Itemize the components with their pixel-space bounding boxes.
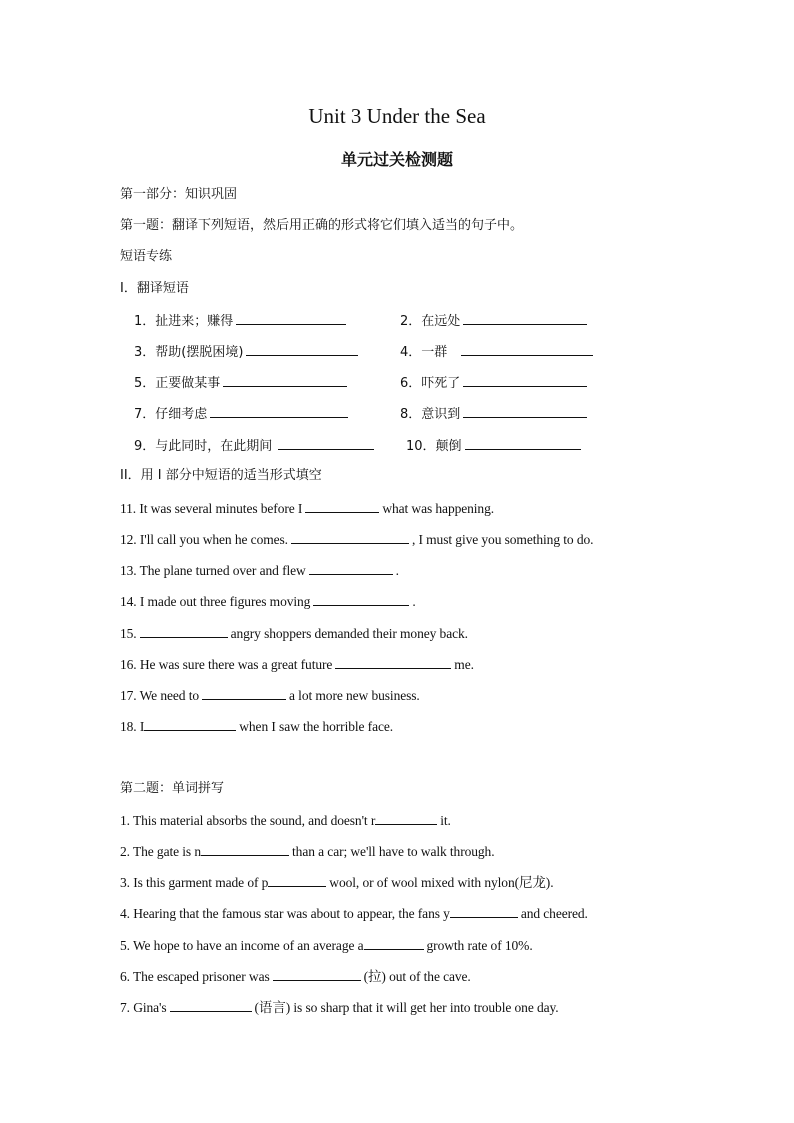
answer-blank[interactable] bbox=[278, 436, 374, 450]
answer-blank[interactable] bbox=[236, 311, 346, 325]
question-two-title: 第二题：单词拼写 bbox=[120, 781, 225, 796]
answer-blank[interactable] bbox=[291, 530, 409, 544]
phrase-item: 3．帮助(摆脱困境) bbox=[134, 342, 361, 362]
answer-blank[interactable] bbox=[273, 967, 361, 981]
question-one-instruction: 第一题：翻译下列短语，然后用正确的形式将它们填入适当的句子中。 bbox=[120, 218, 524, 233]
section-one-title: I．翻译短语 bbox=[120, 281, 189, 296]
spelling-item-5: 5. We hope to have an income of an average a growth rate of 10%. bbox=[120, 938, 533, 953]
answer-blank[interactable] bbox=[463, 404, 587, 418]
fill-sentence-18: 18. I when I saw the horrible face. bbox=[120, 719, 394, 734]
answer-blank[interactable] bbox=[144, 717, 236, 731]
answer-blank[interactable] bbox=[465, 436, 581, 450]
answer-blank[interactable] bbox=[201, 842, 289, 856]
fill-sentence-12: 12. I'll call you when he comes. , I must give you something to do. bbox=[120, 532, 594, 547]
spelling-item-6: 6. The escaped prisoner was (拉) out of the cave. bbox=[120, 969, 471, 984]
phrase-item: 8．意识到 bbox=[400, 404, 590, 424]
spelling-item-4: 4. Hearing that the famous star was about to appear, the fans y and cheered. bbox=[120, 906, 588, 921]
answer-blank[interactable] bbox=[268, 873, 326, 887]
answer-blank[interactable] bbox=[463, 373, 587, 387]
phrase-item: 1．扯进来；赚得 bbox=[134, 311, 349, 331]
spelling-item-1: 1. This material absorbs the sound, and doesn't r it. bbox=[120, 813, 451, 828]
fill-sentence-14: 14. I made out three figures moving . bbox=[120, 594, 416, 609]
answer-blank[interactable] bbox=[223, 373, 347, 387]
answer-blank[interactable] bbox=[463, 311, 587, 325]
spelling-item-3: 3. Is this garment made of p wool, or of wool mixed with nylon(尼龙). bbox=[120, 875, 554, 890]
answer-blank[interactable] bbox=[461, 342, 593, 356]
answer-blank[interactable] bbox=[364, 936, 424, 950]
fill-sentence-11: 11. It was several minutes before I what was happening. bbox=[120, 501, 495, 516]
drill-title: 短语专练 bbox=[120, 249, 173, 264]
section-two-title: II．用 I 部分中短语的适当形式填空 bbox=[120, 468, 322, 483]
spelling-item-7: 7. Gina's (语言) is so sharp that it will get her into trouble one day. bbox=[120, 1000, 559, 1015]
answer-blank[interactable] bbox=[210, 404, 348, 418]
answer-blank[interactable] bbox=[170, 998, 252, 1012]
answer-blank[interactable] bbox=[140, 624, 228, 638]
phrase-item: 2．在远处 bbox=[400, 311, 590, 331]
answer-blank[interactable] bbox=[313, 592, 409, 606]
spelling-item-2: 2. The gate is n than a car; we'll have to walk through. bbox=[120, 844, 495, 859]
answer-blank[interactable] bbox=[335, 655, 451, 669]
phrase-item: 5．正要做某事 bbox=[134, 373, 350, 393]
phrase-item: 7．仔细考虑 bbox=[134, 404, 351, 424]
answer-blank[interactable] bbox=[450, 904, 518, 918]
fill-sentence-17: 17. We need to a lot more new business. bbox=[120, 688, 420, 703]
answer-blank[interactable] bbox=[246, 342, 358, 356]
answer-blank[interactable] bbox=[375, 811, 437, 825]
page-subtitle: 单元过关检测题 bbox=[340, 150, 453, 169]
answer-blank[interactable] bbox=[305, 499, 379, 513]
answer-blank[interactable] bbox=[202, 686, 286, 700]
answer-blank[interactable] bbox=[309, 561, 393, 575]
part-one-heading: 第一部分：知识巩固 bbox=[120, 187, 238, 202]
phrase-item: 4．一群 bbox=[400, 342, 596, 362]
fill-sentence-13: 13. The plane turned over and flew . bbox=[120, 563, 399, 578]
fill-sentence-15: 15. angry shoppers demanded their money back. bbox=[120, 626, 468, 641]
page-title: Unit 3 Under the Sea bbox=[308, 104, 486, 128]
fill-sentence-16: 16. He was sure there was a great future me. bbox=[120, 657, 474, 672]
phrase-item: 10．颠倒 bbox=[406, 436, 584, 456]
phrase-item: 9．与此同时，在此期间 bbox=[134, 436, 377, 456]
phrase-item: 6．吓死了 bbox=[400, 373, 590, 393]
